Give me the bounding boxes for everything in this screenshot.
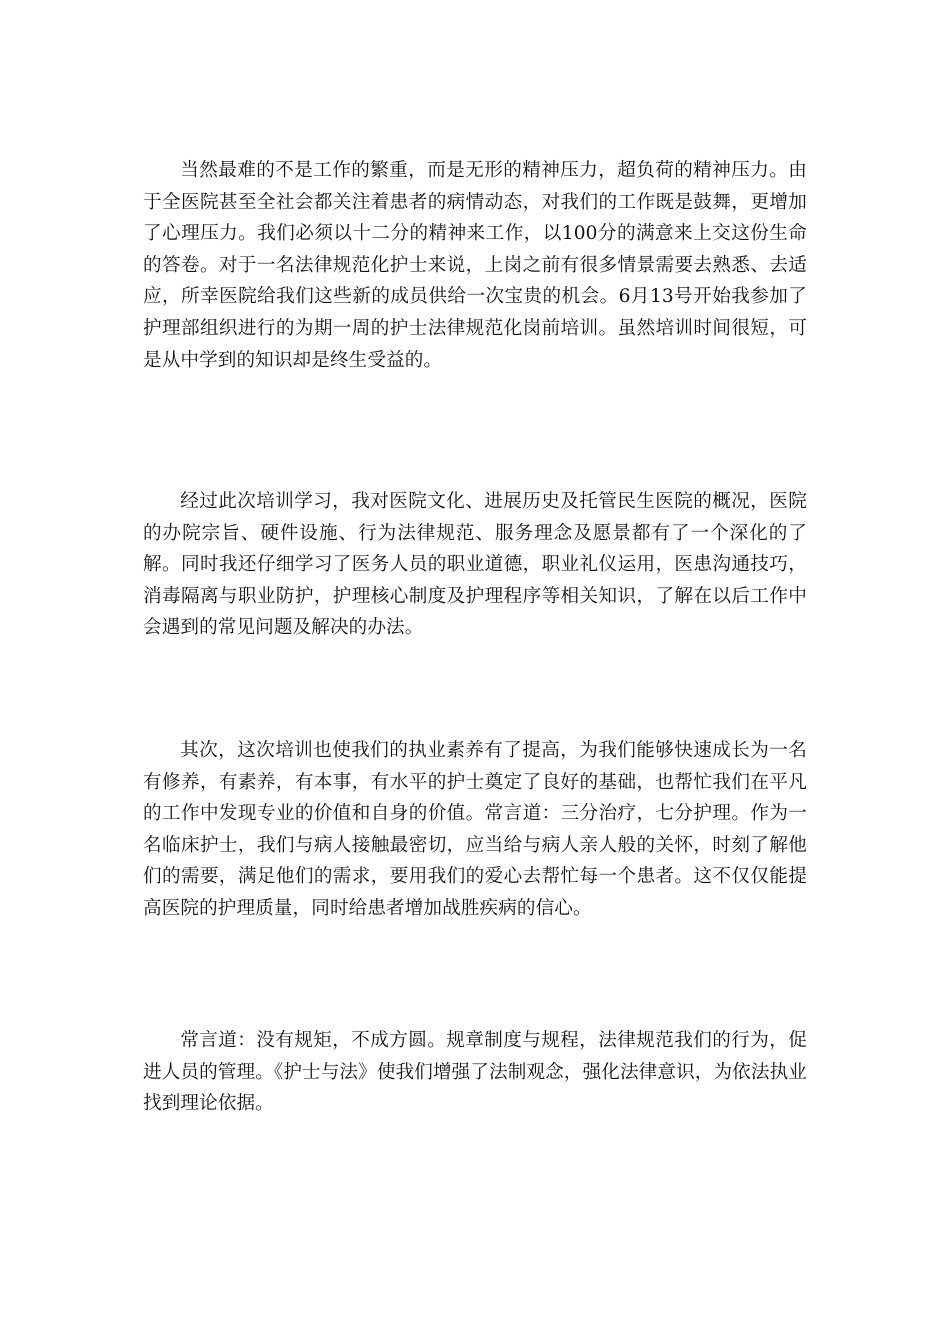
paragraph-professional-quality: 其次，这次培训也使我们的执业素养有了提高，为我们能够快速成长为一名有修养，有素养，有本事，有水平的护士奠定了良好的基础，也帮忙我们在平凡的工作中发现专业的价值和自身的价值。常言道：三分治疗，七分护理。作为一名临床护士，我们与病人接触最密切，应当给与病人亲人般的关怀，时刻了解他们的需要，满足他们的需求，要用我们的爱心去帮忙每一个患者。这不仅仅能提高医院的护理质量，同时给患者增加战胜疾病的信心。: [143, 740, 807, 919]
paragraph-mental-pressure: 当然最难的不是工作的繁重，而是无形的精神压力，超负荷的精神压力。由于全医院甚至全社会都关注着患者的病情动态，对我们的工作既是鼓舞，更增加了心理压力。我们必须以十二分的精神来工作，以100分的满意来上交这份生命的答卷。对于一名法律规范化护士来说，上岗之前有很多情景需要去熟悉、去适应，所幸医院给我们这些新的成员供给一次宝贵的机会。6月13号开始我参加了护理部组织进行的为期一周的护士法律规范化岗前培训。虽然培训时间很短，可是从中学到的知识却是终生受益的。: [143, 160, 807, 371]
paragraph-training-learning: 经过此次培训学习，我对医院文化、进展历史及托管民生医院的概况，医院的办院宗旨、硬件设施、行为法律规范、服务理念及愿景都有了一个深化的了解。同时我还仔细学习了医务人员的职业道德，职业礼仪运用，医患沟通技巧，消毒隔离与职业防护，护理核心制度及护理程序等相关知识，了解在以后工作中会遇到的常见问题及解决的办法。: [143, 491, 807, 639]
paragraph-rules-and-law: 常言道：没有规矩，不成方圆。规章制度与规程，法律规范我们的行为，促进人员的管理。《护士与法》使我们增强了法制观念，强化法律意识，为依法执业找到理论依据。: [143, 1030, 807, 1115]
